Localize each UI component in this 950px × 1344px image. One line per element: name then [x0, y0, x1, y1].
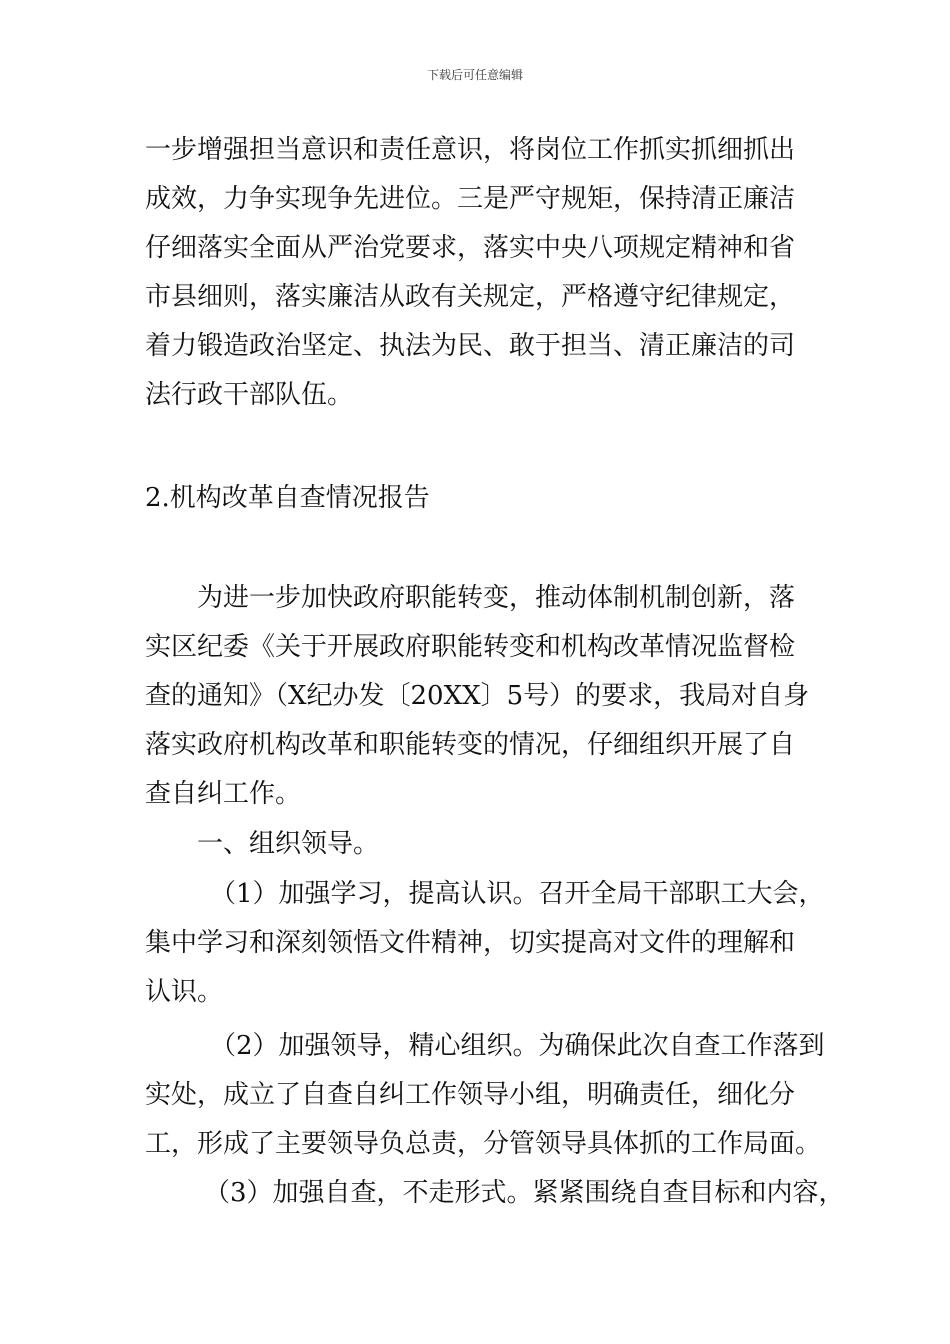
- body-line: 查的通知》（X纪办发〔20XX〕5号）的要求，我局对自身: [145, 681, 810, 711]
- body-line: 仔细落实全面从严治党要求，落实中央八项规定精神和省: [145, 233, 796, 263]
- body-line: 法行政干部队伍。: [145, 380, 354, 410]
- body-line: 实处，成立了自查自纠工作领导小组，明确责任，细化分: [145, 1080, 796, 1110]
- body-line: 市县细则，落实廉洁从政有关规定，严格遵守纪律规定，: [145, 282, 796, 312]
- subsection-heading: 一、组织领导。: [197, 829, 380, 859]
- body-line: 集中学习和深刻领悟文件精神，切实提高对文件的理解和: [145, 928, 796, 958]
- body-line: 落实政府机构改革和职能转变的情况，仔细组织开展了自: [145, 730, 796, 760]
- body-line: 实区纪委《关于开展政府职能转变和机构改革情况监督检: [145, 632, 796, 662]
- body-line: 成效，力争实现争先进位。三是严守规矩，保持清正廉洁: [145, 184, 796, 214]
- body-line: 为进一步加快政府职能转变，推动体制机制创新，落: [197, 583, 796, 613]
- body-line: （2）加强领导，精心组织。为确保此次自查工作落到: [210, 1031, 825, 1061]
- body-line: 查自纠工作。: [145, 779, 302, 809]
- body-line: （1）加强学习，提高认识。召开全局干部职工大会，: [210, 879, 825, 909]
- body-line: 认识。: [145, 977, 224, 1007]
- body-line: 工，形成了主要领导负总责，分管领导具体抓的工作局面。: [145, 1129, 822, 1159]
- header-note: 下载后可任意编辑: [426, 68, 523, 82]
- body-line: 着力锻造政治坚定、执法为民、敢于担当、清正廉洁的司: [145, 331, 796, 361]
- section-heading: 2.机构改革自查情况报告: [145, 483, 430, 513]
- body-line: （3）加强自查，不走形式。紧紧围绕自查目标和内容，: [204, 1178, 845, 1208]
- body-line: 一步增强担当意识和责任意识，将岗位工作抓实抓细抓出: [145, 135, 796, 165]
